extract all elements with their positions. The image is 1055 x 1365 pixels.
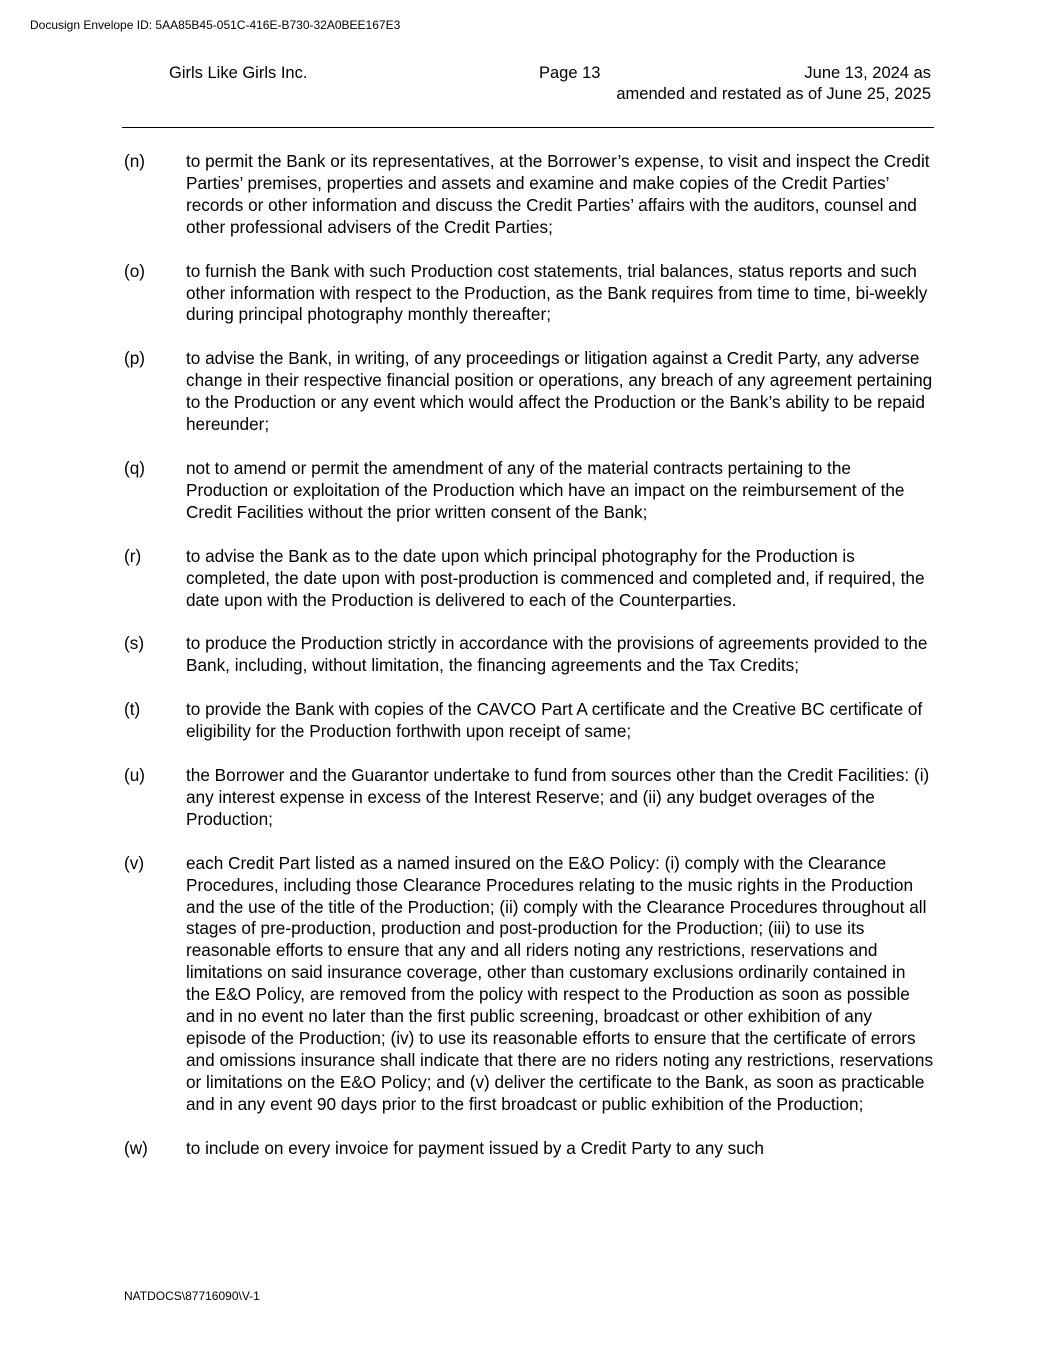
clause-v	[124, 853, 934, 1116]
header-page-number: Page 13	[539, 64, 601, 82]
document-reference-footer: NATDOCS\87716090\V-1	[124, 1289, 260, 1303]
docusign-envelope-id: Docusign Envelope ID: 5AA85B45-051C-416E-B730-32A0BEE167E3	[30, 18, 401, 32]
header-date-line-1: June 13, 2024 as	[804, 64, 931, 82]
clause-label: (w)	[124, 1137, 148, 1158]
clause-u	[124, 765, 934, 831]
clause-text: to include on every invoice for payment issued by a Credit Party to any such	[186, 1137, 764, 1158]
header-date-line-2: amended and restated as of June 25, 2025	[616, 85, 931, 103]
clause-label: (o)	[124, 260, 146, 281]
clause-label: (r)	[124, 545, 142, 566]
clause-text: not to amend or permit the amendment of any of the material contracts pertaining to the Production or exploitation of the Production which have an impact on the reimbursement of the Credit Facilities without the prior written consent of the Bank;	[186, 457, 905, 522]
header-divider	[122, 127, 934, 128]
clause-list	[124, 151, 934, 1182]
clause-t	[124, 699, 934, 743]
clause-text: the Borrower and the Guarantor undertake to fund from sources other than the Credit Facilities: (i) any interest expense in excess of the Interest Reserve; and (ii) any budget overages of the Production;	[186, 765, 930, 829]
clause-text: to furnish the Bank with such Production cost statements, trial balances, status reports and such other information with respect to the Production, as the Bank requires from time to time, bi-weekly during principal photography monthly thereafter;	[186, 260, 928, 325]
clause-label: (s)	[124, 633, 145, 654]
clause-text: to provide the Bank with copies of the CAVCO Part A certificate and the Creative BC certificate of eligibility for the Production forthwith upon receipt of same;	[186, 699, 923, 742]
clause-p	[124, 348, 934, 436]
clause-n	[124, 151, 934, 239]
clause-label: (q)	[124, 457, 146, 478]
clause-label: (t)	[124, 699, 141, 720]
header-company: Girls Like Girls Inc.	[169, 64, 308, 82]
clause-w	[124, 1138, 934, 1160]
clause-o	[124, 261, 934, 327]
clause-q	[124, 458, 934, 524]
clause-label: (n)	[124, 151, 146, 171]
clause-r	[124, 546, 934, 612]
clause-label: (p)	[124, 348, 146, 369]
clause-text: to produce the Production strictly in accordance with the provisions of agreements provided to the Bank, including, without limitation, the financing agreements and the Tax Credits;	[186, 633, 928, 676]
header-date	[616, 63, 931, 105]
clause-text: each Credit Part listed as a named insured on the E&O Policy: (i) comply with the Clearance Procedures, including those Clearance Procedures relating to the music rights in the Production and the use of the title of the Production; (ii) comply with the Clearance Procedures throughout all stages of pre-production, production and post-production for the Production; (iii) to use its reasonable efforts to ensure that any and all riders noting any restrictions, reservations and limitations on said insurance coverage, other than customary exclusions ordinarily contained in the E&O Policy, are removed from the policy with respect to the Production as soon as possible and in no event no later than the first public screening, broadcast or other exhibition of any episode of the Production; (iv) to use its reasonable efforts to ensure that the certificate of errors and omissions insurance shall indicate that there are no riders noting any restrictions, reservations or limitations on the E&O Policy; and (v) deliver the certificate to the Bank, as soon as practicable and in any event 90 days prior to the first broadcast or public exhibition of the Production;	[186, 852, 934, 1114]
clause-label: (u)	[124, 765, 146, 786]
clause-s	[124, 633, 934, 677]
clause-text: to advise the Bank as to the date upon which principal photography for the Production is completed, the date upon with post-production is commenced and completed and, if required, the date upon with the Production is delivered to each of the Counterparties.	[186, 545, 925, 610]
clause-label: (v)	[124, 852, 145, 873]
clause-text: to permit the Bank or its representatives, at the Borrower’s expense, to visit and inspect the Credit Parties’ premises, properties and assets and examine and make copies of the Credit Parties’ records or other information and discuss the Credit Parties’ affairs with the auditors, counsel and other professional advisers of the Credit Parties;	[186, 151, 930, 237]
clause-text: to advise the Bank, in writing, of any proceedings or litigation against a Credit Party, any adverse change in their respective financial position or operations, any breach of any agreement pertaining to the Production or any event which would affect the Production or the Bank’s ability to be repaid hereunder;	[186, 348, 933, 435]
